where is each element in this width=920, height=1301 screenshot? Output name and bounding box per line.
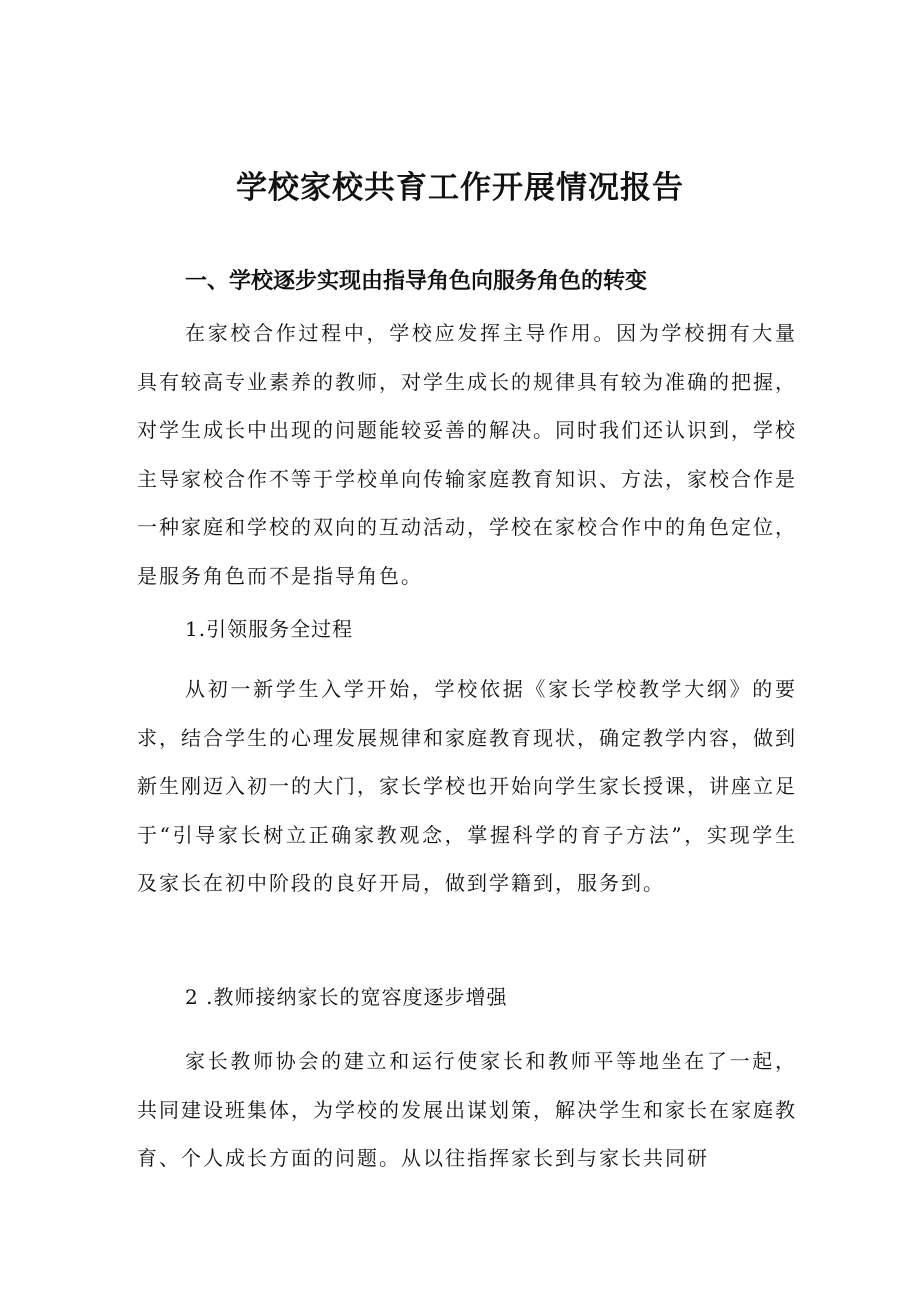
subsection-paragraph-1: 从初一新学生入学开始，学校依据《家长学校教学大纲》的要求，结合学生的心理发展规律和家庭教育现状，确定教学内容，做到新生刚迈入初一的大门，家长学校也开始向学生家长授课，讲座立足于“引导家长树立正确家教观念，掌握科学的育子方法”，实现学生及家长在初中阶段的良好开局，做到学籍到，服务到。 (137, 677, 797, 896)
document-title: 学校家校共育工作开展情况报告 (236, 170, 684, 206)
subsection-heading-2: 2 .教师接纳家长的宽容度逐步增强 (185, 985, 508, 1009)
subsection-paragraph-2: 家长教师协会的建立和运行使家长和教师平等地坐在了一起，共同建设班集体，为学校的发展出谋划策，解决学生和家长在家庭教育、个人成长方面的问题。从以往指挥家长到与家长共同研 (137, 1049, 797, 1171)
section-intro-paragraph: 在家校合作过程中，学校应发挥主导作用。因为学校拥有大量具有较高专业素养的教师，对学生成长的规律具有较为准确的把握，对学生成长中出现的问题能较妥善的解决。同时我们还认识到，学校主导家校合作不等于学校单向传输家庭教育知识、方法，家校合作是一种家庭和学校的双向的互动活动，学校在家校合作中的角色定位，是服务角色而不是指导角色。 (137, 321, 797, 588)
section-heading: 一、学校逐步实现由指导角色向服务角色的转变 (185, 269, 648, 294)
subsection-heading-1: 1.引领服务全过程 (185, 617, 354, 641)
